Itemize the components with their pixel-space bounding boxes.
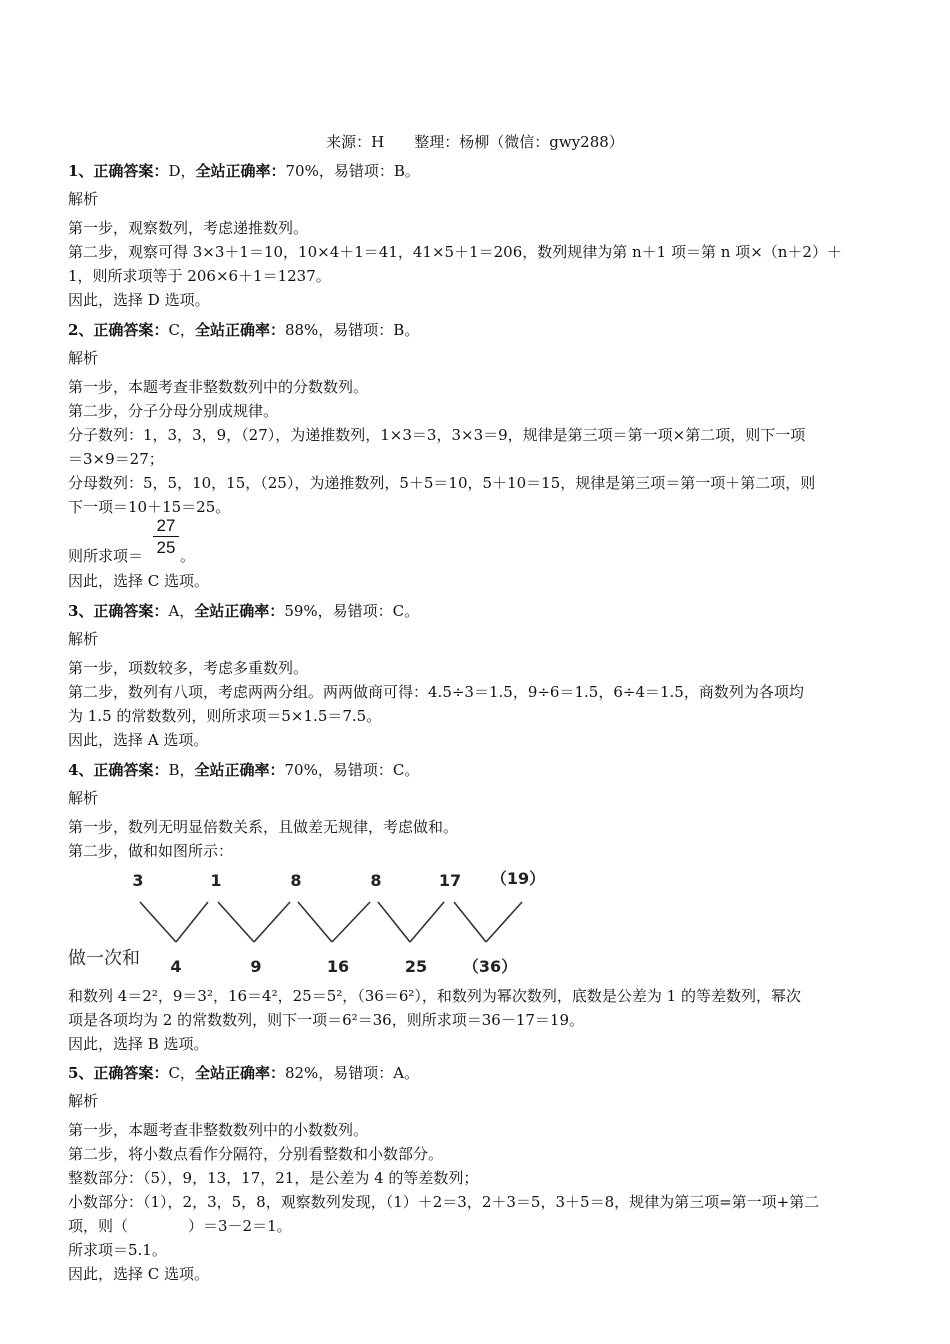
text-line: 第一步，本题考查非整数数列中的分数数列。 <box>68 378 369 396</box>
text-line: 第二步，做和如图所示： <box>68 842 234 860</box>
rate-value: 59%，易错项：C。 <box>284 602 420 620</box>
answer-heading-5 <box>68 1063 419 1083</box>
text-line: 因此，选择 B 选项。 <box>68 1035 209 1053</box>
rate-value: 88%，易错项：B。 <box>284 321 420 339</box>
connector-line <box>410 902 444 942</box>
top-number: 8 <box>370 871 382 890</box>
answer-heading-1 <box>68 161 420 181</box>
text-line: 第二步，数列有八项，考虑两两分组。两两做商可得：4.5÷3＝1.5，9÷6＝1.5，6÷4＝1.5，商数列为各项均 <box>68 683 804 701</box>
text-line: 小数部分：（1），2，3，5，8，观察数列发现，（1）＋2＝3，2＋3＝5，3＋5＝8，规律为第三项=第一项+第二 <box>68 1193 820 1211</box>
answer-label: 3、正确答案： <box>68 602 169 620</box>
text-line: 下一项＝10＋15＝25。 <box>68 498 231 516</box>
top-number: （19） <box>490 869 546 888</box>
answer-label: 1、正确答案： <box>68 162 169 180</box>
analysis-label: 解析 <box>68 789 99 807</box>
bottom-number: 4 <box>170 957 182 976</box>
text-line: 第一步，数列无明显倍数关系，且做差无规律，考虑做和。 <box>68 818 459 836</box>
sum-diagram <box>60 864 560 980</box>
rate-label: 全站正确率： <box>194 1064 285 1082</box>
text-line: 为 1.5 的常数数列，则所求项＝5×1.5＝7.5。 <box>68 707 382 725</box>
text-line: 项，则（ ）＝3－2＝1。 <box>68 1217 292 1235</box>
text-line: 整数部分：（5），9，13，17，21，是公差为 4 的等差数列； <box>68 1169 479 1187</box>
analysis-label: 解析 <box>68 349 99 367</box>
analysis-label: 解析 <box>68 190 99 208</box>
text-line: 因此，选择 C 选项。 <box>68 1265 210 1283</box>
text-line: ＝3×9＝27； <box>68 450 164 468</box>
rate-value: 82%，易错项：A。 <box>284 1064 420 1082</box>
text-line: 所求项＝5.1。 <box>68 1241 167 1259</box>
top-number: 3 <box>132 871 144 890</box>
top-number: 8 <box>290 871 302 890</box>
answer-heading-2 <box>68 320 419 340</box>
fraction-bar <box>153 536 179 537</box>
text-line: 第一步，本题考查非整数数列中的小数数列。 <box>68 1121 369 1139</box>
bottom-number: （36） <box>462 957 518 976</box>
answer-label: 4、正确答案： <box>68 761 169 779</box>
text-line: 第二步，将小数点看作分隔符，分别看整数和小数部分。 <box>68 1145 444 1163</box>
connector-line <box>486 902 522 942</box>
bottom-number: 16 <box>326 957 350 976</box>
rate-label: 全站正确率： <box>194 602 285 620</box>
rate-label: 全站正确率： <box>194 321 285 339</box>
text-line: 1，则所求项等于 206×6＋1＝1237。 <box>68 267 331 285</box>
text-line: 第二步，分子分母分别成规律。 <box>68 402 279 420</box>
answer-value: A， <box>168 602 195 620</box>
fraction-numerator: 27 <box>156 516 176 535</box>
answer-value: C， <box>168 1064 195 1082</box>
text-line: 因此，选择 C 选项。 <box>68 572 210 590</box>
answer-label: 2、正确答案： <box>68 321 169 339</box>
rate-value: 70%，易错项：C。 <box>284 761 420 779</box>
bottom-number: 9 <box>250 957 262 976</box>
text-line: 因此，选择 D 选项。 <box>68 291 210 309</box>
connector-line <box>140 902 176 942</box>
rate-value: 70%，易错项：B。 <box>285 162 420 180</box>
text-line: 分母数列：5，5，10，15，（25），为递推数列，5＋5＝10，5＋10＝15，规律是第三项＝第一项＋第二项，则 <box>68 474 816 492</box>
text-line: 项是各项均为 2 的常数数列，则下一项＝6²＝36，则所求项＝36－17＝19。 <box>68 1011 584 1029</box>
analysis-label: 解析 <box>68 1092 99 1110</box>
result-suffix: 。 <box>180 547 196 565</box>
connector-line <box>176 902 208 942</box>
result-prefix: 则所求项＝ <box>68 547 144 565</box>
rate-label: 全站正确率： <box>194 761 285 779</box>
fraction-denominator: 25 <box>156 538 176 557</box>
answer-value: B， <box>168 761 195 779</box>
answer-value: C， <box>168 321 195 339</box>
text-line: 第一步，项数较多，考虑多重数列。 <box>68 659 309 677</box>
connector-line <box>378 902 410 942</box>
rate-label: 全站正确率： <box>195 162 286 180</box>
top-number: 1 <box>210 871 222 890</box>
analysis-label: 解析 <box>68 630 99 648</box>
source-line: 来源：H 整理：杨柳（微信：gwy288） <box>326 133 624 151</box>
top-number: 17 <box>438 871 462 890</box>
connector-line <box>454 902 486 942</box>
text-line: 第二步，观察可得 3×3＋1＝10，10×4＋1＝41，41×5＋1＝206，数列规律为第 n＋1 项＝第 n 项×（n＋2）＋ <box>68 243 842 261</box>
connector-line <box>298 902 332 942</box>
text-line: 分子数列：1，3，3，9，（27），为递推数列，1×3＝3，3×3＝9，规律是第三项＝第一项×第二项，则下一项 <box>68 426 806 444</box>
connector-line <box>254 902 290 942</box>
text-line: 和数列 4＝2²，9＝3²，16＝4²，25＝5²，（36＝6²），和数列为幂次数列，底数是公差为 1 的等差数列，幂次 <box>68 987 801 1005</box>
text-line: 因此，选择 A 选项。 <box>68 731 209 749</box>
fraction <box>153 516 179 557</box>
sum-label: 做一次和 <box>68 948 140 969</box>
answer-heading-4 <box>68 760 419 780</box>
text-line: 第一步，观察数列，考虑递推数列。 <box>68 219 309 237</box>
answer-heading-3 <box>68 601 419 621</box>
connector-line <box>332 902 370 942</box>
bottom-number: 25 <box>404 957 428 976</box>
connector-line <box>218 902 254 942</box>
answer-label: 5、正确答案： <box>68 1064 169 1082</box>
answer-value: D， <box>168 162 196 180</box>
